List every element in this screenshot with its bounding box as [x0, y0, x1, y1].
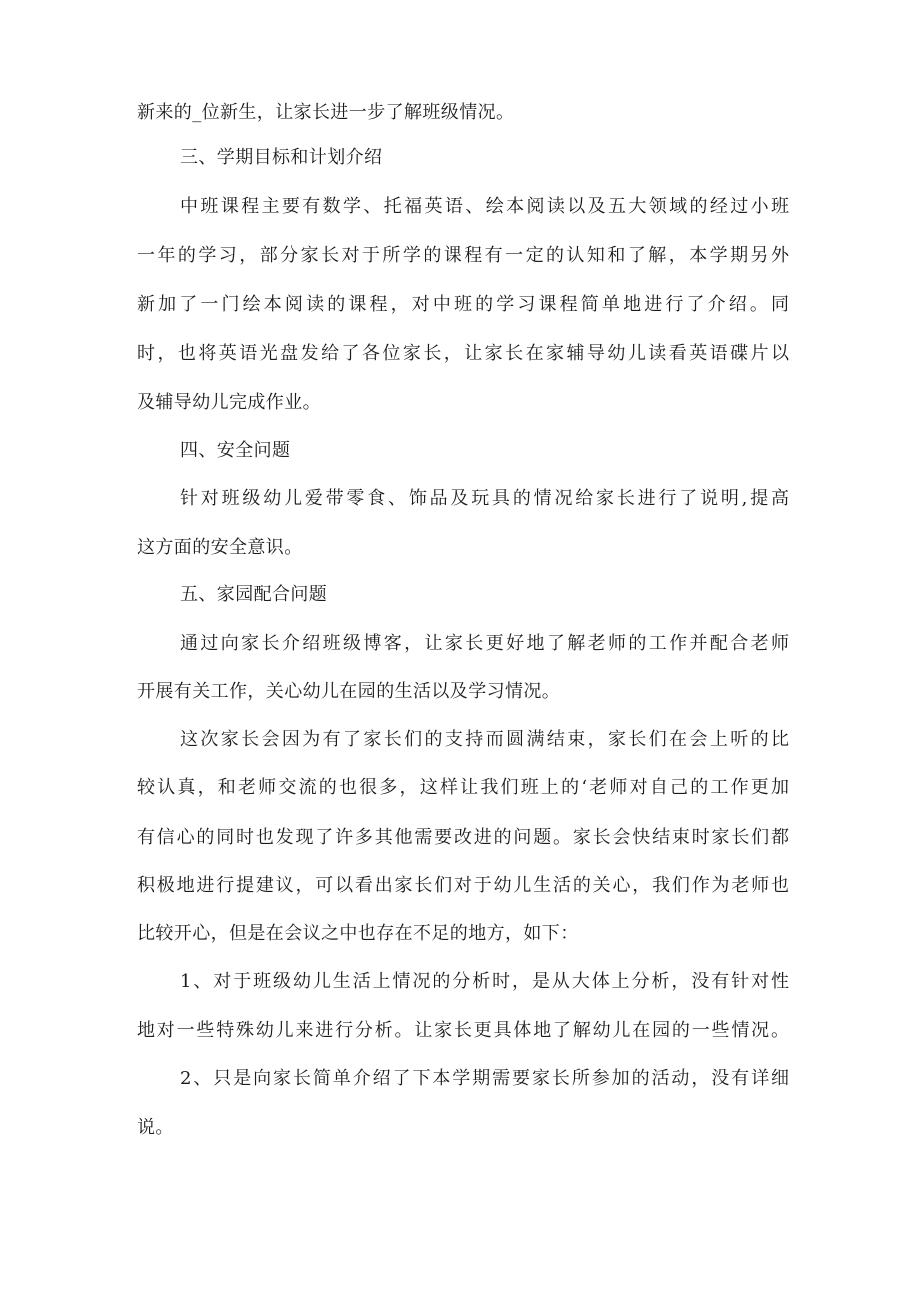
text-line: 中班课程主要有数学、托福英语、绘本阅读以及五大领域的经过小班 [180, 196, 789, 217]
text-line: 这次家长会因为有了家长们的支持而圆满结束，家长们在会上听的比 [180, 729, 789, 750]
section-heading: 四、安全问题 [180, 440, 291, 461]
text-line: 积极地进行提建议，可以看出家长们对于幼儿生活的关心，我们作为老师也 [137, 875, 789, 896]
list-item: 2、只是向家长简单介绍了下本学期需要家长所参加的活动，没有详细 [180, 1068, 789, 1089]
text-line: 新来的_位新生，让家长进一步了解班级情况。 [137, 102, 515, 123]
text-line: 通过向家长介绍班级博客，让家长更好地了解老师的工作并配合老师 [180, 633, 789, 654]
text-line: 新加了一门绘本阅读的课程，对中班的学习课程简单地进行了介绍。同 [137, 294, 789, 315]
text-line: 及辅导幼儿完成作业。 [137, 392, 321, 413]
section-heading: 五、家园配合问题 [180, 584, 328, 605]
section-heading: 三、学期目标和计划介绍 [180, 147, 383, 168]
text-line: 有信心的同时也发现了许多其他需要改进的问题。家长会快结束时家长们都 [137, 827, 789, 848]
text-line: 针对班级幼儿爱带零食、饰品及玩具的情况给家长进行了说明,提高 [180, 488, 789, 509]
text-line: 比较开心，但是在会议之中也存在不足的地方，如下： [137, 923, 579, 944]
text-line: 时，也将英语光盘发给了各位家长，让家长在家辅导幼儿读看英语碟片以 [137, 343, 789, 364]
text-line: 开展有关工作，关心幼儿在园的生活以及学习情况。 [137, 681, 561, 702]
text-line: 较认真，和老师交流的也很多，这样让我们班上的‘老师对自己的工作更加 [137, 777, 789, 798]
text-line: 地对一些特殊幼儿来进行分析。让家长更具体地了解幼儿在园的一些情况。 [137, 1020, 789, 1041]
text-line: 这方面的安全意识。 [137, 537, 303, 558]
list-item: 1、对于班级幼儿生活上情况的分析时，是从大体上分析，没有针对性 [180, 971, 789, 992]
text-line: 说。 [137, 1117, 174, 1138]
text-line: 一年的学习，部分家长对于所学的课程有一定的认知和了解，本学期另外 [137, 245, 789, 266]
